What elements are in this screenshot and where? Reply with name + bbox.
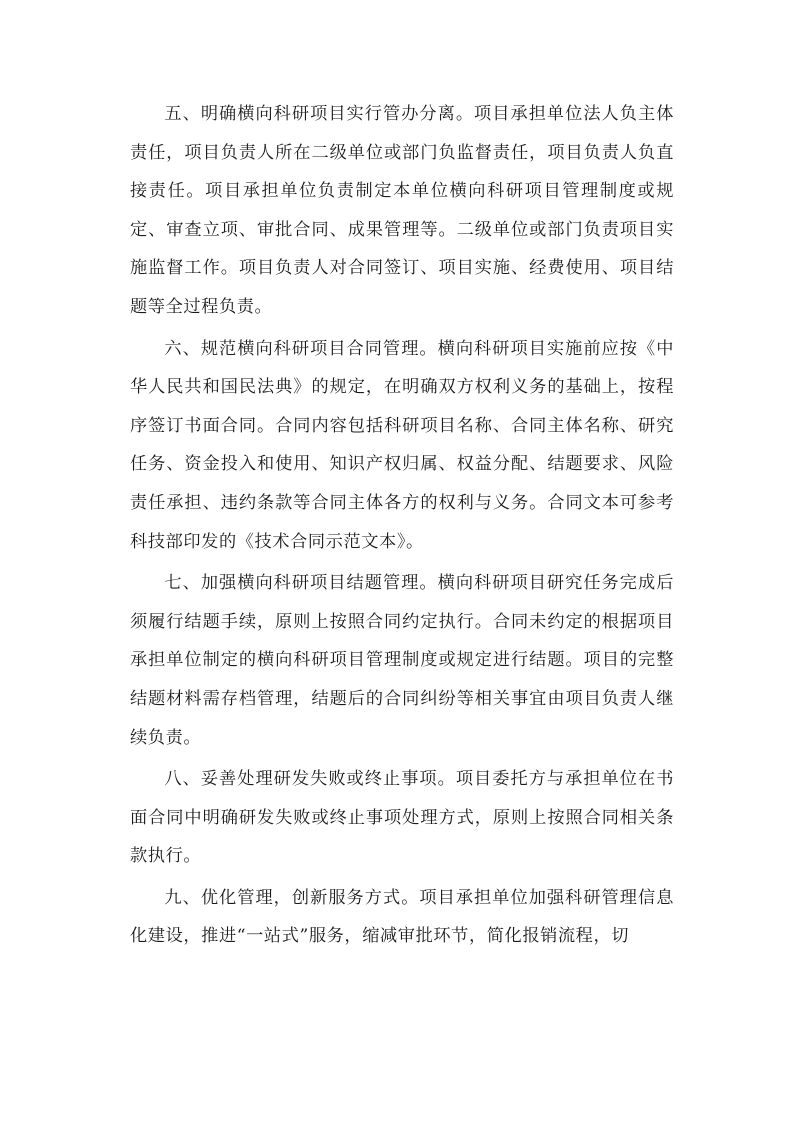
paragraph-9-service-optimization: 九、优化管理，创新服务方式。项目承担单位加强科研管理信息化建设，推进“一站式”服务，缩减审批环节，简化报销流程，切 xyxy=(130,887,674,947)
document-body xyxy=(130,95,674,959)
paragraph-6-contract-management: 六、规范横向科研项目合同管理。横向科研项目实施前应按《中华人民共和国民法典》的规定，在明确双方权利义务的基础上，按程序签订书面合同。合同内容包括科研项目名称、合同主体名称、研究任务、资金投入和使用、知识产权归属、权益分配、结题要求、风险责任承担、违约条款等合同主体各方的权利与义务。合同文本可参考科技部印发的《技术合同示范文本》。 xyxy=(130,338,674,552)
paragraph-8-failure-handling: 八、妥善处理研发失败或终止事项。项目委托方与承担单位在书面合同中明确研发失败或终止事项处理方式，原则上按照合同相关条款执行。 xyxy=(130,769,674,867)
paragraph-5-management-separation: 五、明确横向科研项目实行管办分离。项目承担单位法人负主体责任，项目负责人所在二级单位或部门负监督责任，项目负责人负直接责任。项目承担单位负责制定本单位横向科研项目管理制度或规定、审查立项、审批合同、成果管理等。二级单位或部门负责项目实施监督工作。项目负责人对合同签订、项目实施、经费使用、项目结题等全过程负责。 xyxy=(130,104,674,317)
paragraph-7-completion-management: 七、加强横向科研项目结题管理。横向科研项目研究任务完成后须履行结题手续，原则上按照合同约定执行。合同未约定的根据项目承担单位制定的横向科研项目管理制度或规定进行结题。项目的完整结题材料需存档管理，结题后的合同纠纷等相关事宜由项目负责人继续负责。 xyxy=(130,573,674,748)
